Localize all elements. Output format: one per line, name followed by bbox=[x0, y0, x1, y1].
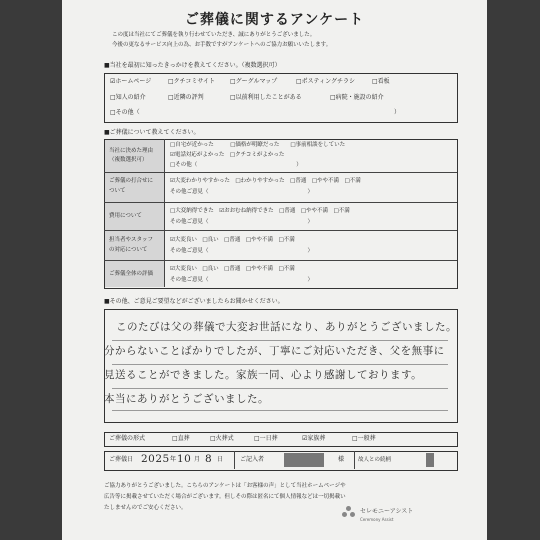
ruled-line bbox=[112, 340, 448, 341]
q1-heading: ■当社を最初に知ったきっかけを教えてください。（複数選択可） bbox=[104, 62, 281, 69]
ruled-line bbox=[112, 410, 448, 411]
date-month: 10 bbox=[177, 453, 192, 465]
q1-option: □グーグルマップ bbox=[230, 78, 278, 85]
handwritten-comment: 見送ることができました。家族一同、心より感謝しております。 bbox=[104, 369, 423, 381]
date-year: 2025 bbox=[141, 453, 170, 465]
row-divider bbox=[104, 172, 457, 173]
logo-name: セレモニーアシスト bbox=[360, 508, 414, 515]
intro-line-1: この度は当社にてご葬儀を執り行わせていただき、誠にありがとうございました。 bbox=[112, 32, 316, 38]
q1-option: □知人の紹介 bbox=[110, 94, 146, 101]
form-type-label: ご葬儀の形式 bbox=[109, 435, 146, 442]
row-label: 担当者やスタッフ bbox=[109, 237, 154, 243]
row-divider bbox=[104, 230, 457, 231]
row-label: （複数選択可） bbox=[109, 157, 148, 163]
handwritten-comment: 分からないことばかりでしたが、丁寧にご対応いただき、父を無事に bbox=[104, 345, 445, 357]
date-month-suffix: 月 bbox=[194, 456, 201, 463]
row-options: □大変納得できた ☑おおむね納得できた □普通 □やや不満 □不満 bbox=[170, 208, 350, 214]
form-type-option: □一般葬 bbox=[352, 435, 376, 442]
row-label: ついて bbox=[109, 188, 126, 194]
handwritten-comment: 本当にありがとうございました。 bbox=[104, 393, 269, 405]
row-divider bbox=[104, 202, 457, 203]
questionnaire-sheet bbox=[62, 0, 487, 540]
logo-icon bbox=[342, 506, 356, 520]
row-label: 当社に決めた理由 bbox=[109, 148, 154, 154]
q1-other: □その他（ bbox=[110, 109, 140, 116]
q1-option: □病院・施設の紹介 bbox=[330, 94, 384, 101]
date-day-suffix: 日 bbox=[217, 456, 224, 463]
date-day: 8 bbox=[205, 453, 213, 465]
date-year-suffix: 年 bbox=[170, 456, 177, 463]
q2-heading: ■ご葬儀について教えてください。 bbox=[104, 129, 200, 136]
row-options: その他ご意見（ ） bbox=[170, 189, 314, 195]
row-options: ☑大変良い □良い □普通 □やや不満 □不満 bbox=[170, 266, 295, 272]
q1-option: ☑ホームページ bbox=[110, 78, 152, 85]
signer-label: ご記入者 bbox=[240, 456, 265, 463]
page-title: ご葬儀に関するアンケート bbox=[184, 12, 365, 28]
row-options: ☑大変わかりやすかった □わかりやすかった □普通 □やや不満 □不満 bbox=[170, 178, 361, 184]
row-label: の対応について bbox=[109, 247, 148, 253]
row-options: □自宅が近かった □価格が明瞭だった □事前相談をしていた bbox=[170, 142, 346, 148]
intro-line-2: 今後の更なるサービス向上の為、お手数ですがアンケートへのご協力お願いいたします。 bbox=[112, 42, 332, 48]
row-label: ご葬儀全体の評価 bbox=[109, 271, 154, 277]
form-type-option: □火葬式 bbox=[210, 435, 234, 442]
row-label: ご葬儀の打合せに bbox=[109, 178, 154, 184]
row-options: その他ご意見（ ） bbox=[170, 248, 314, 254]
q1-option: □以前利用したことがある bbox=[230, 94, 302, 101]
row-options: その他ご意見（ ） bbox=[170, 277, 314, 283]
relation-label: 故人との続柄 bbox=[358, 457, 392, 463]
logo-sub: Ceremony Assist bbox=[360, 517, 394, 522]
footer-line: たしませんのでご安心ください。 bbox=[104, 505, 187, 511]
ruled-line bbox=[112, 388, 448, 389]
row-options: □その他（ ） bbox=[170, 162, 302, 168]
redacted-name bbox=[284, 453, 324, 467]
q1-option: □ポスティングチラシ bbox=[296, 78, 355, 85]
signer-suffix: 様 bbox=[338, 456, 345, 463]
footer-line: 広告等に掲載させていただく場合がございます。但しその際は匿名にて個人情報などは一切掲載い bbox=[104, 494, 346, 500]
q1-other-close: ） bbox=[394, 109, 401, 116]
row-options: その他ご意見（ ） bbox=[170, 219, 314, 225]
footer-line: ご協力ありがとうございました。こちらのアンケートは「お客様の声」として当社ホームページや bbox=[104, 483, 346, 489]
ruled-line bbox=[112, 364, 448, 365]
form-type-option: □一日葬 bbox=[254, 435, 278, 442]
row-label: 費用について bbox=[109, 213, 142, 219]
q2-column-divider bbox=[164, 139, 165, 287]
cell-divider bbox=[234, 451, 235, 469]
form-type-option: ☑家族葬 bbox=[302, 435, 326, 442]
redacted-relation bbox=[426, 453, 434, 467]
row-divider bbox=[104, 260, 457, 261]
row-options: ☑電話対応がよかった □クチコミがよかった bbox=[170, 152, 285, 158]
form-type-option: □直葬 bbox=[172, 435, 190, 442]
form-type-row bbox=[104, 432, 458, 447]
date-label: ご葬儀日 bbox=[109, 456, 134, 463]
q3-heading: ■その他、ご意見ご要望などがございましたらお聞かせください。 bbox=[104, 298, 284, 305]
handwritten-comment: このたびは父の葬儀で大変お世話になり、ありがとうございました。 bbox=[116, 321, 457, 333]
q1-option: □近隣の評判 bbox=[168, 94, 204, 101]
q1-option: □看板 bbox=[372, 78, 390, 85]
q1-option: □クチコミサイト bbox=[168, 78, 216, 85]
cell-divider bbox=[354, 451, 355, 469]
row-options: ☑大変良い □良い □普通 □やや不満 □不満 bbox=[170, 237, 295, 243]
